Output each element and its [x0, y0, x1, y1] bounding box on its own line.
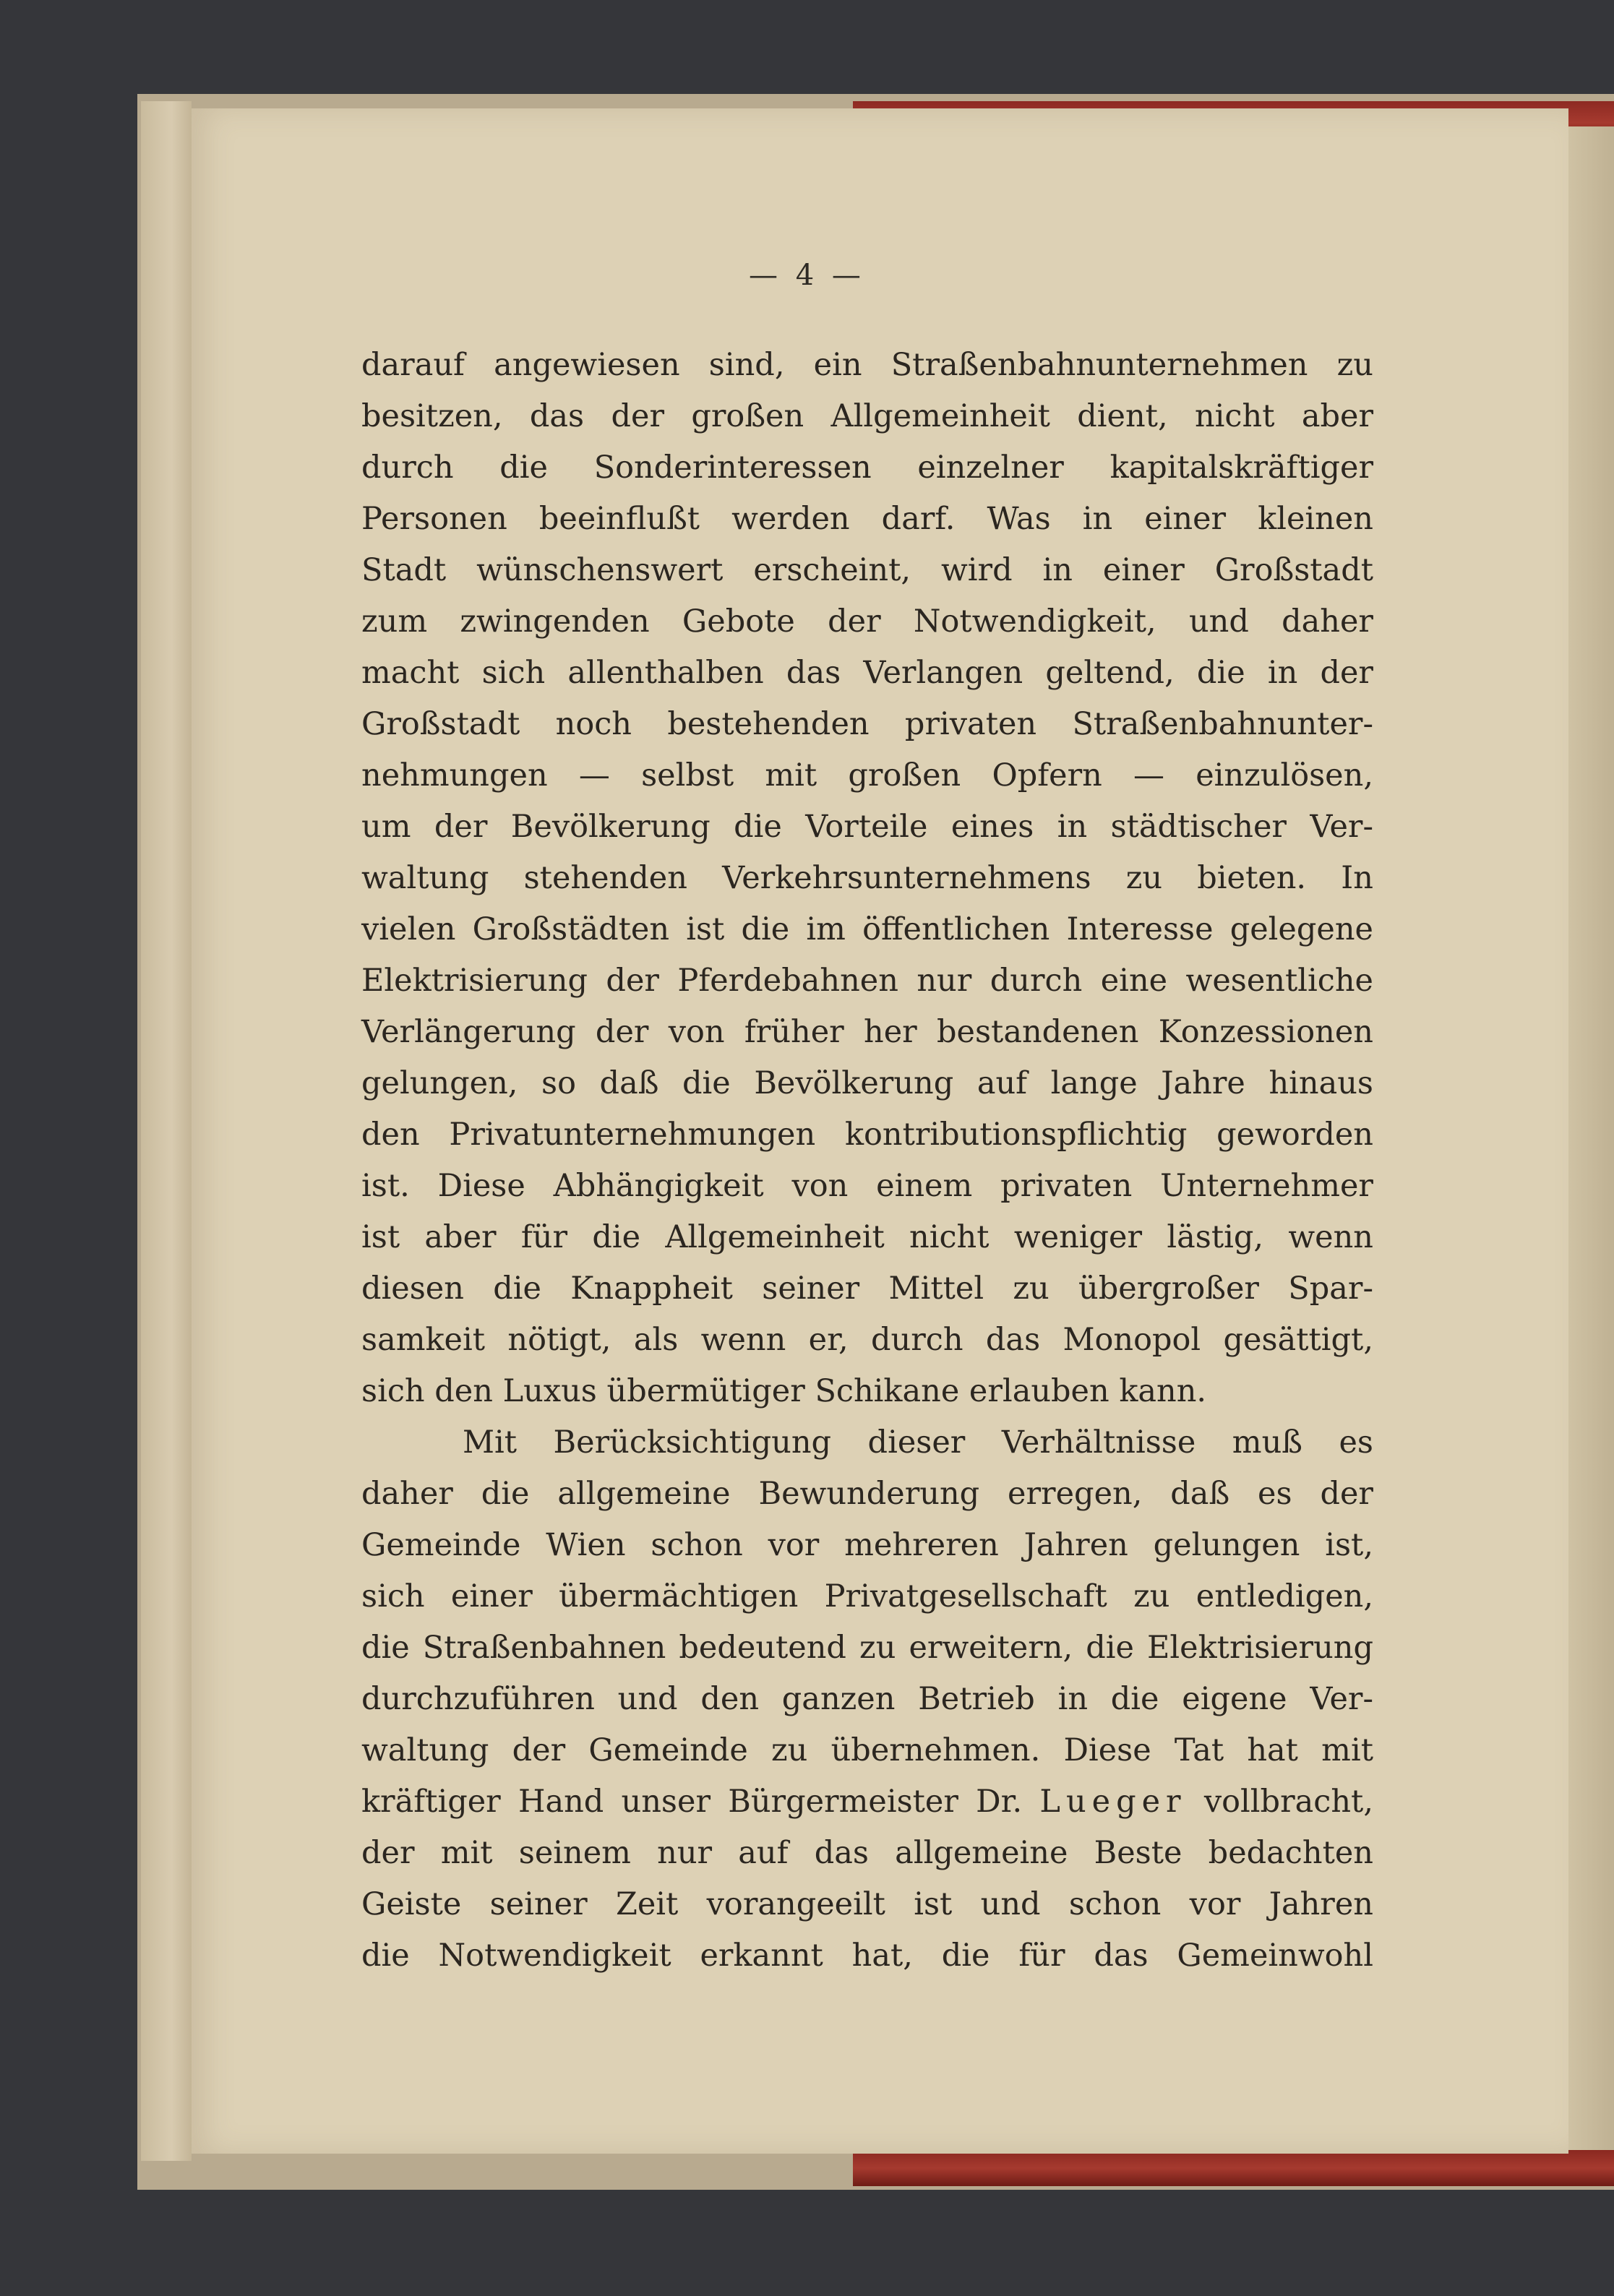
page-number: — 4 —: [749, 259, 865, 292]
text-line: zum zwingenden Gebote der Notwendigkeit, und daher: [361, 603, 1373, 640]
text-line: ist aber für die Allgemeinheit nicht weniger lästig, wenn: [361, 1219, 1373, 1255]
text-line: gelungen, so daß die Bevölkerung auf lange Jahre hinaus: [361, 1065, 1373, 1101]
text-line: diesen die Knappheit seiner Mittel zu übergroßer Spar-: [361, 1270, 1373, 1307]
text-line: macht sich allenthalben das Verlangen geltend, die in der: [361, 655, 1373, 691]
text-line: der mit seinem nur auf das allgemeine Beste bedachten: [361, 1835, 1373, 1871]
facing-page-edge: [1568, 126, 1614, 2150]
text-line: Personen beeinflußt werden darf. Was in einer kleinen: [361, 501, 1373, 537]
text-line: Geiste seiner Zeit vorangeeilt ist und schon vor Jahren: [361, 1886, 1373, 1922]
text-line: waltung der Gemeinde zu übernehmen. Diese Tat hat mit: [361, 1732, 1373, 1768]
text-line: die Notwendigkeit erkannt hat, die für das Gemeinwohl: [361, 1938, 1373, 1974]
text-line: die Straßenbahnen bedeutend zu erweitern, die Elektrisierung: [361, 1630, 1373, 1666]
text-line: Gemeinde Wien schon vor mehreren Jahren gelungen ist,: [361, 1527, 1373, 1563]
body-text: [361, 340, 1373, 1982]
text-line: Verlängerung der von früher her bestandenen Konzessionen: [361, 1014, 1373, 1050]
text-line: vielen Großstädten ist die im öffentlichen Interesse gelegene: [361, 911, 1373, 947]
book-spine-board: [141, 101, 192, 2161]
text-line: daher die allgemeine Bewunderung erregen, daß es der: [361, 1476, 1373, 1512]
paragraph-start-line: Mit Berücksichtigung dieser Verhältnisse muß es: [463, 1424, 1373, 1461]
text-line: darauf angewiesen sind, ein Straßenbahnunternehmen zu: [361, 347, 1373, 383]
text-line: den Privatunternehmungen kontributionspflichtig geworden: [361, 1117, 1373, 1153]
text-line-with-spaced-name: [361, 1776, 1373, 1828]
text-line: samkeit nötigt, als wenn er, durch das Monopol gesättigt,: [361, 1322, 1373, 1358]
text-line: Großstadt noch bestehenden privaten Straßenbahnunter-: [361, 706, 1373, 742]
text-line: durch die Sonderinteressen einzelner kapitalskräftiger: [361, 450, 1373, 486]
text-line: ist. Diese Abhängigkeit von einem privaten Unternehmer: [361, 1168, 1373, 1204]
text-line: nehmungen — selbst mit großen Opfern — einzulösen,: [361, 757, 1373, 794]
book-edge-bottom: [853, 2150, 1614, 2186]
line-tail: vollbracht,: [1203, 1784, 1373, 1820]
spaced-name: Lueger: [1039, 1784, 1187, 1820]
paragraph-end-line: sich den Luxus übermütiger Schikane erlauben kann.: [361, 1373, 1207, 1409]
text-line: Stadt wünschenswert erscheint, wird in einer Großstadt: [361, 552, 1373, 588]
text-line: sich einer übermächtigen Privatgesellschaft zu entledigen,: [361, 1578, 1373, 1614]
text-line: um der Bevölkerung die Vorteile eines in städtischer Ver-: [361, 809, 1373, 845]
text-line: waltung stehenden Verkehrsunternehmens zu bieten. In: [361, 860, 1373, 896]
text-line: durchzuführen und den ganzen Betrieb in die eigene Ver-: [361, 1681, 1373, 1717]
text-line: Elektrisierung der Pferdebahnen nur durch eine wesentliche: [361, 963, 1373, 999]
line-head: kräftiger Hand unser Bürgermeister Dr.: [361, 1784, 1023, 1820]
text-line: besitzen, das der großen Allgemeinheit dient, nicht aber: [361, 398, 1373, 434]
